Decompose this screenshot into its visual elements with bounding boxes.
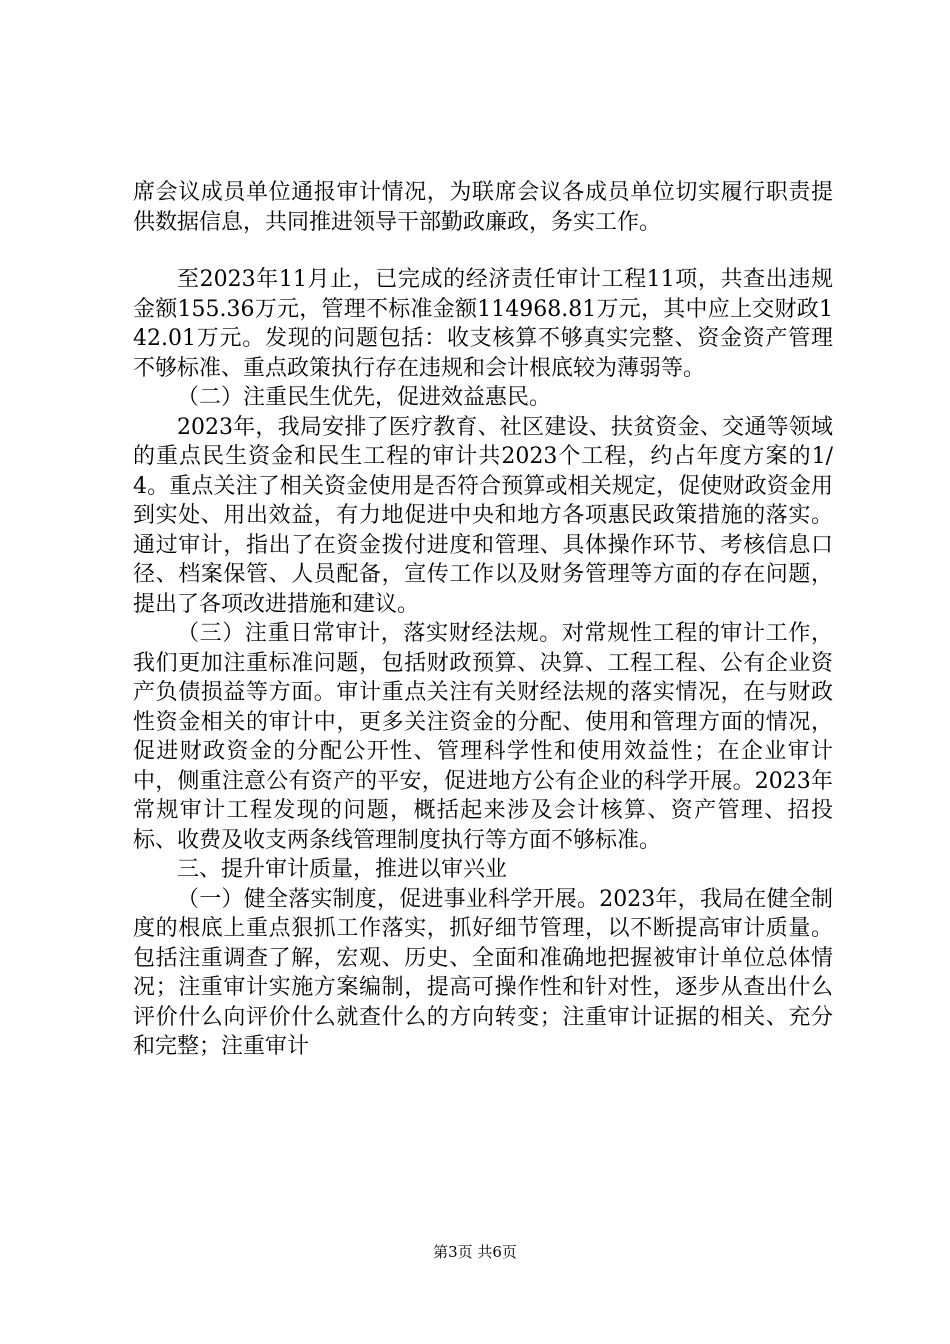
paragraph-system-building: （一）健全落实制度，促进事业科学开展。2023年，我局在健全制度的根底上重点狠抓工作落实，抓好细节管理，以不断提高审计质量。包括注重调查了解，宏观、历史、全面和准确地把握被审计单位总体情况；注重审计实施方案编制，提高可操作性和针对性，逐步从查出什么评价什么向评价什么就查什么的方向转变；注重审计证据的相关、充分和完整；注重审计	[133, 886, 833, 1059]
section-heading-quality: 三、提升审计质量，推进以审兴业	[177, 857, 508, 882]
paragraph-economic-audit: 至2023年11月止，已完成的经济责任审计工程11项，共查出违规金额155.36万元，管理不标准金额114968.81万元，其中应上交财政142.01万元。发现的问题包括：收支核算不够真实完整、资金资产管理不够标准、重点政策执行存在违规和会计根底较为薄弱等。	[133, 267, 833, 381]
paragraph-livelihood-audit: 2023年，我局安排了医疗教育、社区建设、扶贫资金、交通等领域的重点民生资金和民生工程的审计共2023个工程，约占年度方案的1/4。重点关注了相关资金使用是否符合预算或相关规定，促使财政资金用到实处、用出效益，有力地促进中央和地方各项惠民政策措施的落实。通过审计，指出了在资金拨付进度和管理、具体操作环节、考核信息口径、档案保管、人员配备，宣传工作以及财务管理等方面的存在问题，提出了各项改进措施和建议。	[133, 414, 833, 617]
paragraph-continuation: 席会议成员单位通报审计情况，为联席会议各成员单位切实履行职责提供数据信息，共同推进领导干部勤政廉政，务实工作。	[133, 180, 833, 235]
document-body	[133, 178, 833, 1062]
page-number-footer: 第3页 共6页	[433, 1243, 517, 1261]
section-heading-livelihood: （二）注重民生优先，促进效益惠民。	[177, 385, 552, 410]
paragraph-routine-audit: （三）注重日常审计，落实财经法规。对常规性工程的审计工作，我们更加注重标准问题，包括财政预算、决算、工程工程、公有企业资产负债损益等方面。审计重点关注有关财经法规的落实情况，在与财政性资金相关的审计中，更多关注资金的分配、使用和管理方面的情况，促进财政资金的分配公开性、管理科学性和使用效益性；在企业审计中，侧重注意公有资产的平安，促进地方公有企业的科学开展。2023年常规审计工程发现的问题，概括起来涉及会计核算、资产管理、招投标、收费及收支两条线管理制度执行等方面不够标准。	[133, 621, 833, 853]
